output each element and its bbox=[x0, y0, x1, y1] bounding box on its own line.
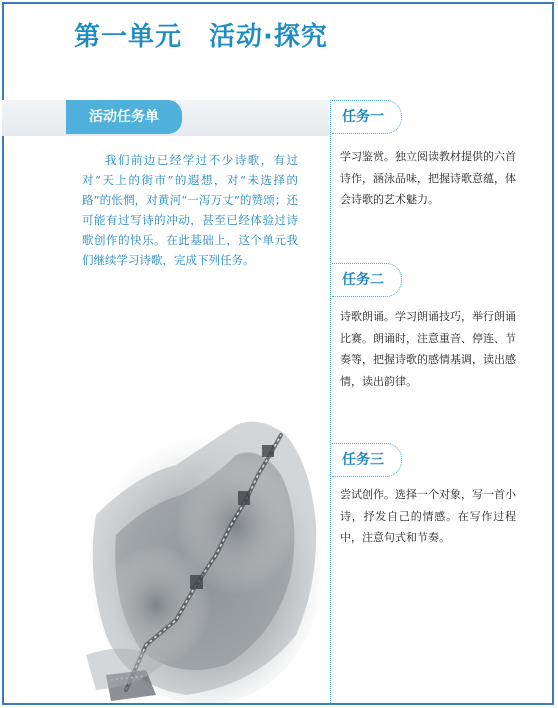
activity-sheet-label: 活动任务单 bbox=[66, 100, 182, 134]
task-2-text: 诗歌朗诵。学习朗诵技巧，举行朗诵比赛。朗诵时，注意重音、停连、节奏等，把握诗歌的感情基调，读出感情，读出韵律。 bbox=[340, 310, 516, 388]
task-2-label: 任务二 bbox=[332, 263, 402, 297]
task-1-text: 学习鉴赏。独立阅读教材提供的六首诗作，涵泳品味，把握诗歌意蕴，体会诗歌的艺术魅力。 bbox=[340, 150, 516, 206]
great-wall-illustration bbox=[86, 405, 322, 703]
task-1-label: 任务一 bbox=[332, 100, 402, 134]
page-title: 第一单元 活动·探究 bbox=[74, 22, 328, 52]
task-3-label: 任务三 bbox=[332, 443, 402, 477]
intro-paragraph: 我们前边已经学过不少诗歌，有过对“天上的街市”的遐想，对“未选择的路”的怅惘，对黄河“一泻万丈”的赞颂；还可能有过写诗的冲动，甚至已经体验过诗歌创作的快乐。在此基础上，这个单元我们继续学习诗歌，完成下列任务。 bbox=[82, 153, 298, 267]
column-divider bbox=[330, 100, 331, 705]
task-3-text: 尝试创作。选择一个对象，写一首小诗，抒发自己的情感。在写作过程中，注意句式和节奏。 bbox=[340, 488, 516, 544]
